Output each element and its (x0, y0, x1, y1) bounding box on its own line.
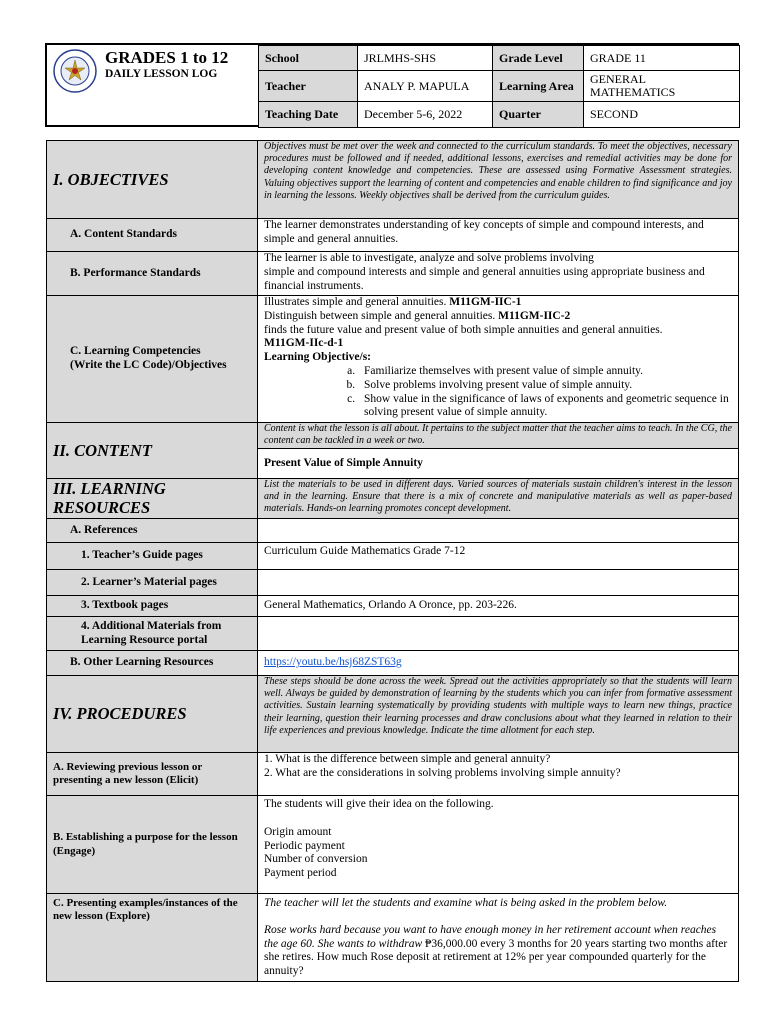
performance-standards-line: The learner is able to investigate, analyze and solve problems involving (264, 252, 594, 264)
engage-label: B. Establishing a purpose for the lesson (Engage) (47, 796, 258, 894)
references-value (258, 519, 739, 543)
explore-intro: The teacher will let the students and examine what is being asked in the problem below. (264, 897, 668, 909)
spacer (264, 911, 732, 924)
learning-competencies-label-line: (Write the LC Code)/Objectives (70, 359, 227, 371)
learning-objective-item: c. Show value in the significance of laws of exponents and geometric sequence in solving present value of simple annuity. (358, 393, 732, 421)
references-row (47, 519, 739, 543)
explore-problem (264, 924, 732, 979)
teaching-date-value: December 5-6, 2022 (358, 102, 493, 128)
school-label: School (259, 46, 358, 71)
competency-code: M11GM-IIC-2 (498, 309, 571, 322)
explore-value (258, 894, 739, 982)
procedures-heading: IV. PROCEDURES (47, 676, 258, 753)
grade-level-value: GRADE 11 (584, 46, 740, 71)
document-subtitle: DAILY LESSON LOG (105, 68, 218, 80)
elicit-value (258, 753, 739, 796)
learners-material-label: 2. Learner’s Material pages (47, 570, 258, 596)
other-resources-value (258, 651, 739, 676)
elicit-row (47, 753, 739, 796)
learning-competencies-label-line: C. Learning Competencies (70, 345, 201, 358)
objectives-note: Objectives must be met over the week and connected to the curriculum standards. To meet the objectives, necessary procedures must be followed and if needed, additional lessons, exercises and remedial activities may be done for developing content knowledge and competencies. These are assessed using Formative Assessment strategies. Valuing objectives support the learning of content and competencies and enable children to find significance and joy in learning the lessons. Weekly objectives shall be derived from the curriculum guides. (258, 141, 739, 219)
content-row (47, 423, 739, 449)
learning-competencies-label (47, 296, 258, 423)
content-heading: II. CONTENT (47, 423, 258, 479)
competency-text: Illustrates simple and general annuities. (264, 296, 450, 308)
competency-item: finds the future value and present value of both simple annuities and general annuities. (264, 323, 663, 336)
learning-objectives-heading: Learning Objective/s: (264, 351, 371, 364)
header-box (45, 43, 739, 127)
competency-text: Distinguish between simple and general annuities. (264, 309, 499, 322)
header-row (259, 71, 740, 102)
document-title: GRADES 1 to 12 (105, 48, 229, 67)
learning-objectives-list (264, 365, 732, 420)
references-label: A. References (47, 519, 258, 543)
engage-item: Payment period (264, 867, 337, 880)
deped-seal-icon (53, 49, 97, 93)
textbook-row (47, 596, 739, 617)
textbook-value: General Mathematics, Orlando A Oronce, pp. 203-226. (258, 596, 739, 617)
learning-area-label: Learning Area (493, 71, 584, 102)
explore-row (47, 894, 739, 982)
learning-competencies-row (47, 296, 739, 423)
additional-materials-value (258, 617, 739, 651)
textbook-label: 3. Textbook pages (47, 596, 258, 617)
teacher-label: Teacher (259, 71, 358, 102)
explore-label: C. Presenting examples/instances of the new lesson (Explore) (47, 894, 258, 982)
engage-item: Origin amount (264, 825, 332, 838)
learners-material-value (258, 570, 739, 596)
procedures-note: These steps should be done across the week. Spread out the activities appropriately so that the students will learn well. Always be guided by demonstration of learning by the students which you can infer from formative assessment activities. Sustain learning systematically by providing students with multiple ways to learn new things, practice their learning, question their learning processes and draw conclusions about what they learned in relation to their life experiences and previous knowledge. Indicate the time allotment for each step. (258, 676, 739, 753)
learning-objective-item: b. Solve problems involving present value of simple annuity. (358, 379, 732, 393)
elicit-label: A. Reviewing previous lesson or presenting a new lesson (Elicit) (47, 753, 258, 796)
header-row (259, 46, 740, 71)
other-resources-label: B. Other Learning Resources (47, 651, 258, 676)
teachers-guide-value: Curriculum Guide Mathematics Grade 7-12 (258, 543, 739, 570)
objectives-row (47, 141, 739, 219)
content-value: Present Value of Simple Annuity (258, 449, 739, 479)
other-resources-row (47, 651, 739, 676)
content-note: Content is what the lesson is all about. It pertains to the subject matter that the teacher aims to teach. In the CG, the content can be tackled in a week or two. (258, 423, 739, 449)
learning-competencies-value (258, 296, 739, 423)
content-standards-row (47, 219, 739, 252)
quarter-label: Quarter (493, 102, 584, 128)
learning-objective-item: a. Familiarize themselves with present value of simple annuity. (358, 365, 732, 379)
procedures-row (47, 676, 739, 753)
additional-materials-row (47, 617, 739, 651)
content-standards-label: A. Content Standards (47, 219, 258, 252)
header-row (259, 102, 740, 128)
header-info-table (258, 45, 740, 128)
elicit-question: 1. What is the difference between simple and general annuity? (264, 753, 551, 765)
performance-standards-value (258, 252, 739, 296)
elicit-question: 2. What are the considerations in solving problems involving simple annuity? (264, 766, 621, 779)
objectives-heading: I. OBJECTIVES (47, 141, 258, 219)
performance-standards-line: simple and compound interests and simple and general annuities using appropriate business and financial instruments. (264, 265, 705, 292)
learning-area-value: GENERAL MATHEMATICS (584, 71, 740, 102)
competency-item (264, 296, 732, 310)
competency-code: M11GM-IIC-1 (449, 296, 522, 308)
quarter-value: SECOND (584, 102, 740, 128)
teachers-guide-row (47, 543, 739, 570)
engage-row (47, 796, 739, 894)
lesson-log-table (46, 140, 739, 982)
resources-row (47, 479, 739, 519)
school-value: JRLMHS-SHS (358, 46, 493, 71)
explore-problem-rest: ₱36,000.00 every 3 months for 20 years starting two months after she retires. How much Rose deposit at retirement at 12% per year compounded quarterly for the annuity? (264, 937, 728, 978)
teachers-guide-label: 1. Teacher’s Guide pages (47, 543, 258, 570)
resources-heading: III. LEARNING RESOURCES (47, 479, 258, 519)
competency-code: M11GM-IIc-d-1 (264, 337, 344, 350)
spacer (264, 812, 732, 826)
engage-item: Number of conversion (264, 853, 368, 866)
engage-item: Periodic payment (264, 839, 345, 852)
engage-intro: The students will give their idea on the following. (264, 798, 494, 810)
additional-materials-label: 4. Additional Materials from Learning Resource portal (47, 617, 258, 651)
competency-item (264, 310, 732, 324)
content-standards-value: The learner demonstrates understanding of key concepts of simple and compound interests, and simple and general annuities. (258, 219, 739, 252)
grade-level-label: Grade Level (493, 46, 584, 71)
youtube-link[interactable]: https://youtu.be/hsj68ZST63g (264, 656, 402, 669)
teaching-date-label: Teaching Date (259, 102, 358, 128)
performance-standards-label: B. Performance Standards (47, 252, 258, 296)
performance-standards-row (47, 252, 739, 296)
resources-note: List the materials to be used in different days. Varied sources of materials sustain children's interest in the lesson and in the learning. Ensure that there is a mix of concrete and manipulative materials as well as paper-based materials. Hands-on learning promotes concept development. (258, 479, 739, 519)
engage-value (258, 796, 739, 894)
explore-problem-italic: Rose works hard because you want to have enough money in her retirement account when reaches the age 60. She wants to withdraw (264, 923, 717, 950)
learners-material-row (47, 570, 739, 596)
teacher-value: ANALY P. MAPULA (358, 71, 493, 102)
